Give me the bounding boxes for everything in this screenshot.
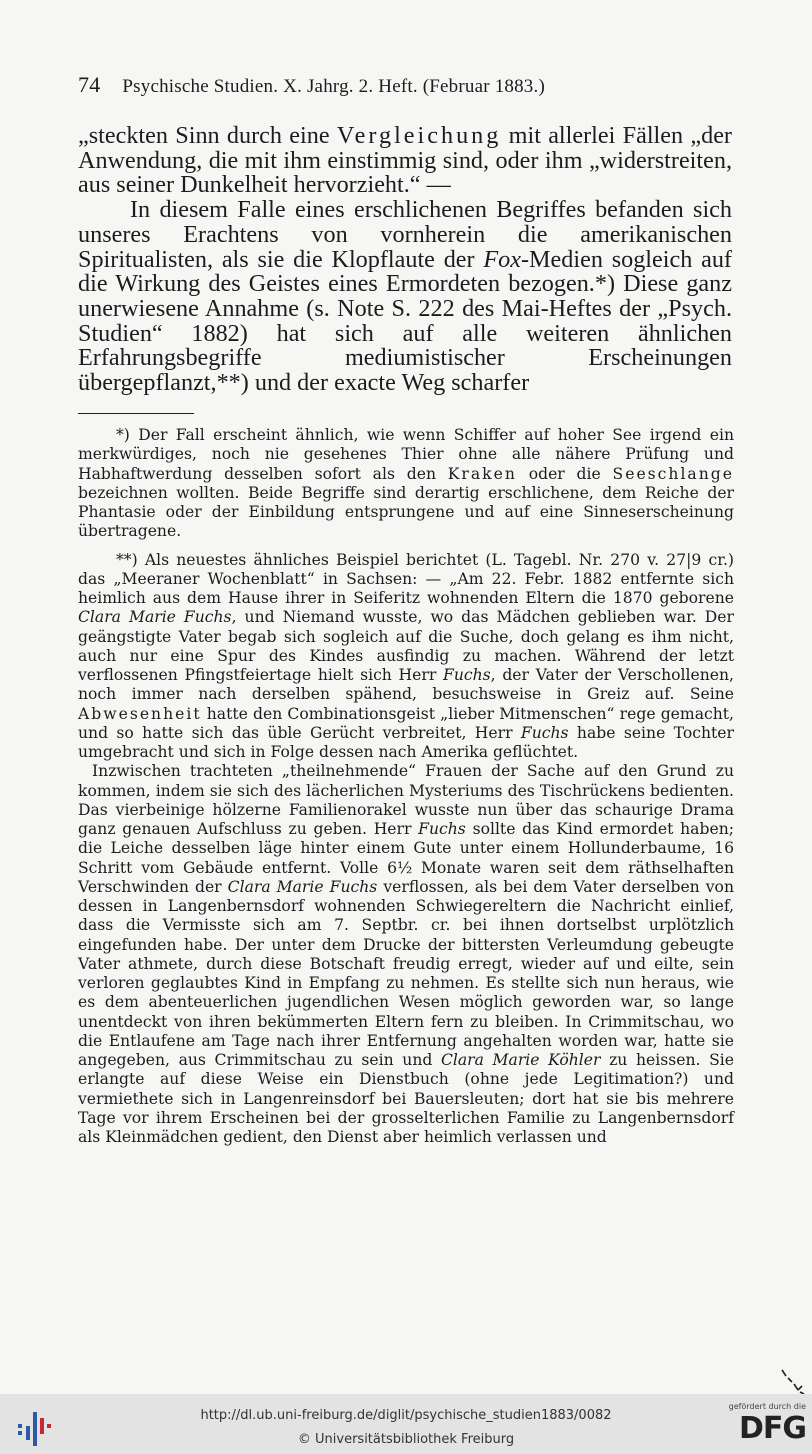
text-run: verflossen, als bei dem Vater derselben von dessen in Langenbernsdorf wohnenden Schwiegereltern die Nachricht einlief, dass die Vermisste sich am 7. Septbr. cr. bei ihnen dortselbst urplötzlich eingefunden habe. Der unter dem Drucke der bittersten Verleumdung gebeugte Vater athmete, durch diese Botschaft freudig erregt, wieder auf und eilte, sein verloren geglaubtes Kind in Empfang zu nehmen. Es stellte sich nun heraus, wie es dem abenteuerlichen jugendlichen Wesen möglich geworden war, so lange unentdeckt von ihren bekümmerten Eltern fern zu bleiben. In Crimmitschau, wo die Entlaufene am Tage nach ihrer Entfernung angehalten worden war, hatte sie angegeben, aus Crimmitschau zu sein und [78, 877, 734, 1069]
text-run: „steckten Sinn durch eine [78, 122, 337, 149]
dfg-logo[interactable]: DFG [738, 1411, 806, 1446]
text-run: oder die [516, 464, 613, 483]
italic-name: Fuchs [520, 723, 569, 742]
running-title: Psychische Studien. X. Jahrg. 2. Heft. (Februar 1883.) [122, 76, 545, 97]
spaced-word: Vergleichung [336, 122, 502, 149]
footnote-1 [78, 426, 734, 542]
text-run: bezeichnen wollten. Beide Begriffe sind derartig erschlichene, dem Reiche der Phantasie oder der Einbildung entsprungene und auf eine Sinneserscheinung übertragene. [78, 483, 734, 541]
text-run: In diesem Falle eines erschlichenen Begriffes befanden sich unseres Erachtens von vornherein die amerikanischen Spiritualisten, als sie die Klopflaute der [78, 196, 732, 273]
italic-name: Fox [483, 245, 521, 273]
italic-name: Clara Marie Fuchs [227, 877, 378, 896]
spaced-word: Seeschlange [612, 464, 734, 483]
footnotes [78, 426, 734, 1147]
paragraph-main [78, 198, 732, 396]
copyright-text: © Universitätsbibliothek Freiburg [297, 1432, 515, 1447]
running-header [78, 72, 738, 98]
text-run: -Medien sogleich auf die Wirkung des Geistes eines Ermordeten bezogen.*) Diese ganz unerwiesene Annahme (s. Note S. 222 des Mai-Heftes der „Psych. Studien“ 1882) hat sich auf alle weiteren ähnlichen Erfahrungsbegriffe mediumistischer Erscheinungen übergepflanzt,**) und der exacte Weg scharfer [78, 245, 732, 397]
text-run: **) Als neuestes ähnliches Beispiel berichtet (L. Tagebl. Nr. 270 v. 27|9 cr.) das „Meeraner Wochenblatt“ in Sachsen: — „Am 22. Febr. 1882 entfernte sich heimlich aus dem Hause ihrer in Seiferitz wohnenden Eltern die 1870 geborene [78, 550, 734, 607]
text-run: , der Vater der Verschollenen, noch immer nach derselben spähend, besuchsweise in Greiz auf. Seine [78, 666, 734, 704]
footnote-rule [78, 413, 194, 414]
italic-name: Clara Marie Köhler [440, 1051, 601, 1069]
footnote-2-continuation [78, 762, 734, 1147]
dfg-caption: gefördert durch die [728, 1402, 806, 1411]
text-run: habe seine Tochter umgebracht und sich in Folge dessen nach Amerika geflüchtet. [78, 723, 734, 761]
italic-name: Fuchs [443, 666, 491, 684]
page-number: 74 [78, 72, 101, 97]
text-run: *) Der Fall erscheint ähnlich, wie wenn Schiffer auf hoher See irgend ein merkwürdiges, noch nie gesehenes Thier ohne alle nähere Prüfung und Habhaftwerdung desselben sofort als den [78, 426, 734, 483]
main-text [78, 124, 732, 396]
spaced-word: Abwesenheit [78, 704, 202, 723]
margin-mark-icon [778, 1366, 806, 1396]
paragraph-quote [78, 124, 732, 198]
text-run: , und Niemand wusste, wo das Mädchen geblieben war. Der geängstigte Vater begab sich sogleich auf die Suche, doch gelang es ihm nicht, auch nur eine Spur des Kindes ausfindig zu machen. Während der letzt verflossenen Pfingstfeiertage hielt sich Herr [78, 608, 734, 684]
text-run: hatte den Combinationsgeist „lieber Mitmenschen“ rege gemacht, und so hatte sich das üble Gerücht verbreitet, Herr [78, 704, 734, 742]
text-run: mit allerlei Fällen „der Anwendung, die mit ihm einstimmig sind, oder ihm „widerstreiten, aus seiner Dunkelheit hervorzieht.“ — [78, 122, 732, 199]
document-url-link[interactable]: http://dl.ub.uni-freiburg.de/diglit/psychische_studien1883/0082 [200, 1408, 612, 1423]
text-run: zu heissen. Sie erlangte auf diese Weise ein Dienstbuch (ohne jede Legitimation?) und vermiethete sich in Langenreinsdorf bei Bauersleuten; dort hat sie bis mehrere Tage vor ihrem Erscheinen bei der grosselterlichen Familie zu Langenbernsdorf als Kleinmädchen gedient, den Dienst aber heimlich verlassen und [78, 1051, 734, 1146]
text-run: sollte das Kind ermordet haben; die Leiche desselben läge hinter einem Gute unter einem Hollunderbaume, 16 Schritt vom Gebäude entfernt. Volle 6½ Monate waren seit dem räthselhaften Verschwinden der [78, 820, 734, 896]
footnote-2 [78, 551, 734, 763]
italic-name: Fuchs [418, 820, 466, 838]
text-run: Inzwischen trachteten „theilnehmende“ Frauen der Sache auf den Grund zu kommen, indem sie sich des lächerlichen Mysteriums des Tischrückens bedienten. Das vierbeinige hölzerne Familienorakel wusste nun über das schaurige Drama ganz genauen Aufschluss zu geben. Herr [78, 762, 734, 838]
italic-name: Clara Marie Fuchs [78, 608, 232, 627]
spaced-word: Kraken [447, 464, 517, 483]
